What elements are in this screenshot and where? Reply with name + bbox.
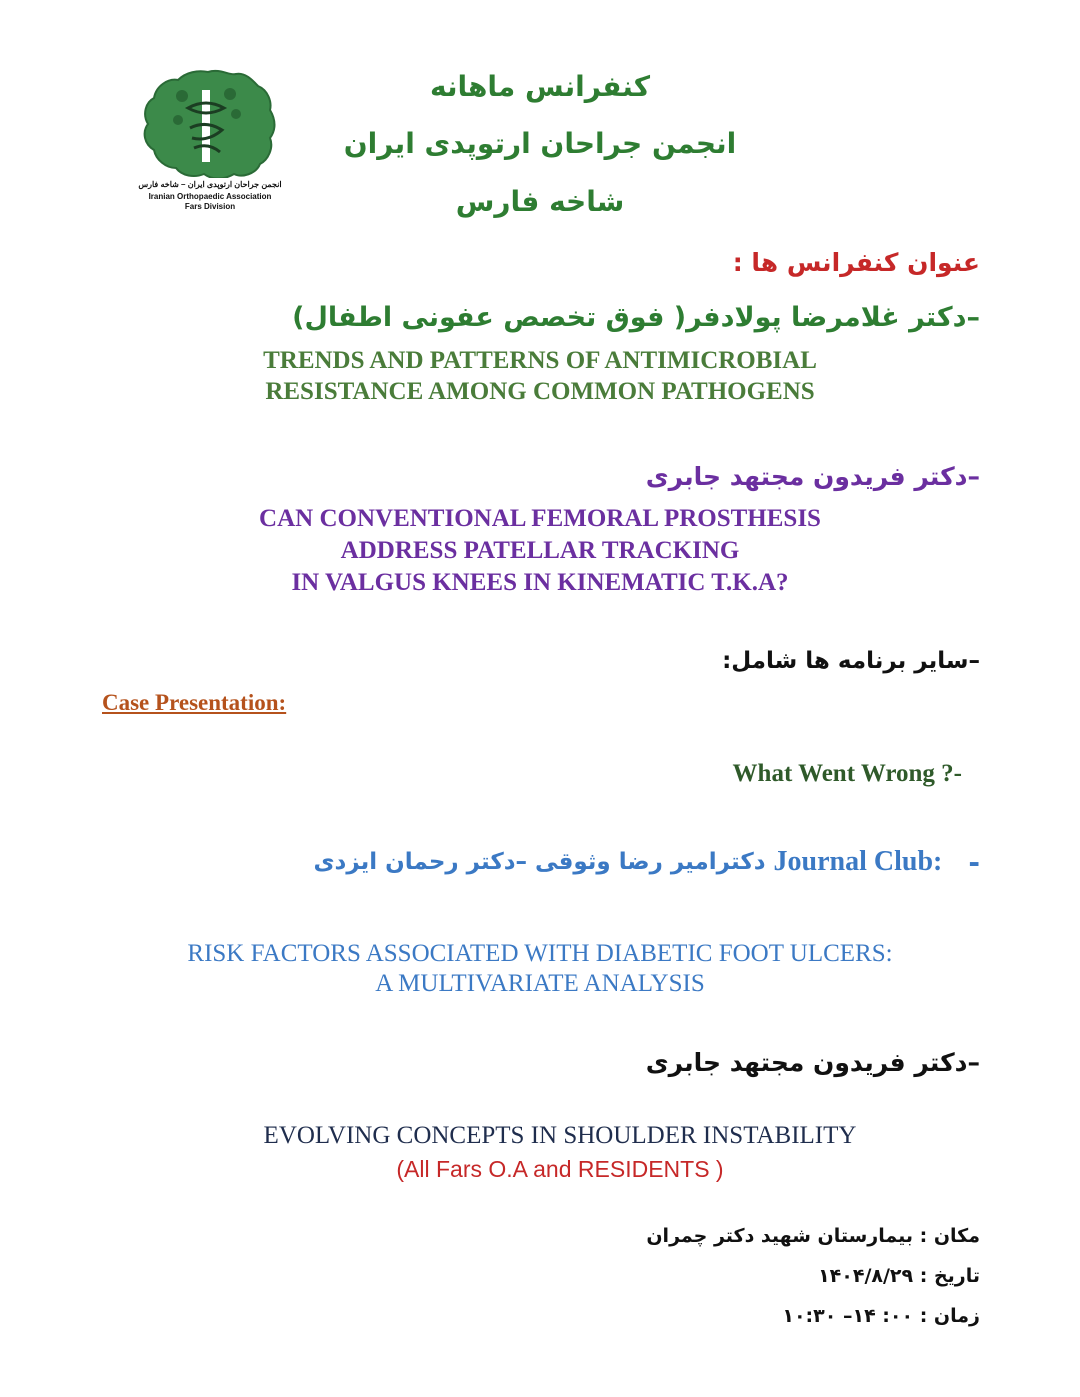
other-programs-heading: –سایر برنامه ها شامل: xyxy=(722,648,980,674)
talk2-speaker: –دکتر فریدون مجتهد جابری xyxy=(645,462,980,491)
logo-caption-fa: انجمن جراحان ارتوپدی ایران – شاخه فارس xyxy=(138,180,282,189)
journal-club-row xyxy=(313,840,980,884)
talk4-title: EVOLVING CONCEPTS IN SHOULDER INSTABILITY xyxy=(263,1122,857,1149)
talk4-speaker: –دکتر فریدون مجتهد جابری xyxy=(645,1048,980,1077)
header-line-1: کنفرانس ماهانه xyxy=(430,70,650,103)
what-went-wrong: What Went Wrong ?- xyxy=(732,760,962,787)
journal-club-label: Journal Club: xyxy=(773,846,943,877)
case-presentation-heading: Case Presentation: xyxy=(102,690,287,715)
talk3-title-line1: RISK FACTORS ASSOCIATED WITH DIABETIC FOOT ULCERS: xyxy=(187,940,893,967)
header-line-2: انجمن جراحان ارتوپدی ایران xyxy=(343,127,737,160)
talk2-title-line1: CAN CONVENTIONAL FEMORAL PROSTHESIS xyxy=(259,505,821,532)
talk2-title-line3: IN VALGUS KNEES IN KINEMATIC T.K.A? xyxy=(291,569,789,596)
talks-heading: عنوان کنفرانس ها : xyxy=(732,248,980,277)
journal-club-dash: - xyxy=(968,845,980,879)
event-date: تاریخ : ۱۴۰۴/۸/۲۹ xyxy=(818,1265,980,1287)
event-time: زمان : ۰۰: ۱۴– ۱۰:۳۰ xyxy=(782,1305,980,1327)
talk3-title-line2: A MULTIVARIATE ANALYSIS xyxy=(375,970,705,997)
talk1-speaker: –دکتر غلامرضا پولادفر( فوق تخصص عفونی اطفال) xyxy=(292,302,980,333)
logo-caption-en-2: Fars Division xyxy=(184,202,236,211)
journal-club-presenters: دکترامیر رضا وثوقی –دکتر رحمان ایزدی xyxy=(313,849,766,875)
logo-caption-en-1: Iranian Orthopaedic Association xyxy=(148,192,272,201)
talk1-title-line2: RESISTANCE AMONG COMMON PATHOGENS xyxy=(265,378,815,405)
talk2-title-line2: ADDRESS PATELLAR TRACKING xyxy=(340,537,740,564)
talk4-audience: (All Fars O.A and RESIDENTS ) xyxy=(396,1156,724,1182)
header-line-3: شاخه فارس xyxy=(455,185,625,218)
logo-badge-icon xyxy=(145,71,275,178)
talk1-title-line1: TRENDS AND PATTERNS OF ANTIMICROBIAL xyxy=(263,347,817,374)
event-location: مکان : بیمارستان شهید دکتر چمران xyxy=(646,1225,980,1247)
